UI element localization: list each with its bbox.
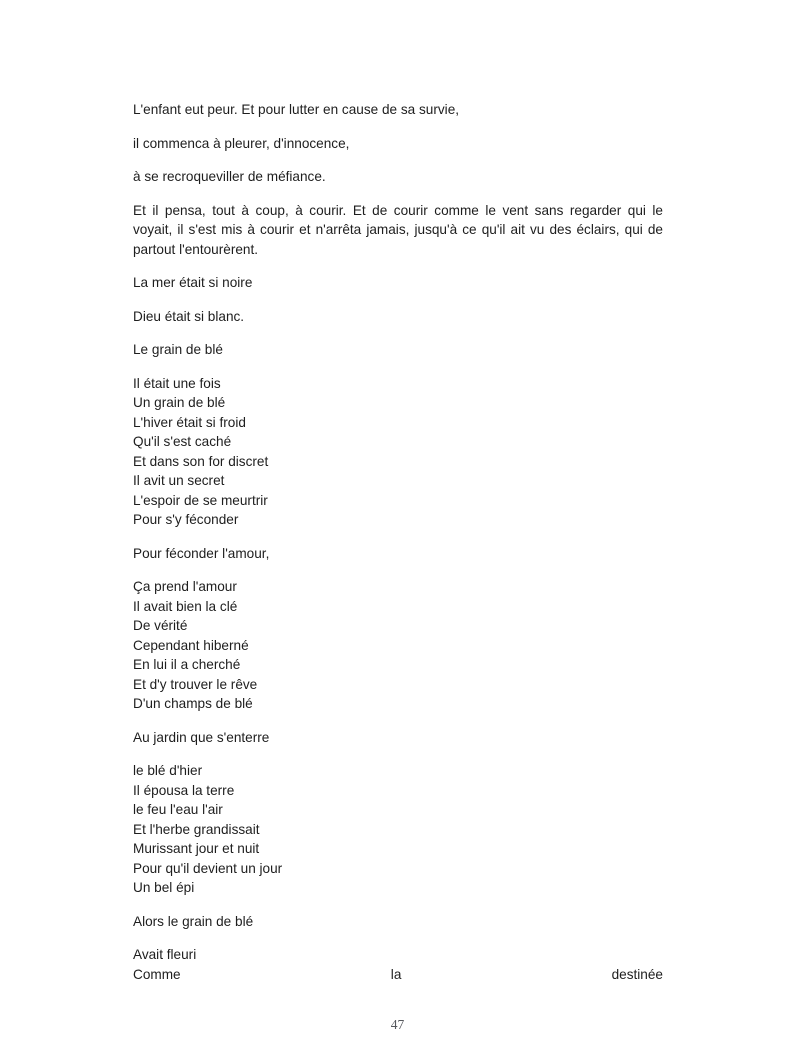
stanza-line: L'espoir de se meurtrir: [133, 492, 268, 508]
stanza-line: De vérité: [133, 618, 188, 633]
paragraph-line: voyait, il s'est mis à courir et n'arrêta jamais, jusqu'à ce qu'il ait vu des éclairs, qui de: [133, 222, 663, 237]
stanza-line: L'hiver était si froid: [133, 414, 246, 430]
stanza-line: Et d'y trouver le rêve: [133, 676, 258, 692]
stanza-line: En lui il a cherché: [133, 657, 241, 672]
closing-stanza: [133, 945, 663, 984]
refrain-1: Pour féconder l'amour,: [133, 545, 270, 561]
stanza-line: le feu l'eau l'air: [133, 802, 223, 817]
intro-line-2: il commenca à pleurer, d'innocence,: [133, 135, 350, 151]
god-line: Dieu était si blanc.: [133, 308, 245, 324]
stanza-3: [133, 761, 663, 898]
spread-word: Comme: [133, 966, 181, 982]
stanza-line: Ça prend l'amour: [133, 579, 237, 594]
stanza-line: Il avit un secret: [133, 473, 225, 488]
poem-title: Le grain de blé: [133, 342, 223, 357]
intro-line-1: L'enfant eut peur. Et pour lutter en cause de sa survie,: [133, 102, 460, 117]
paragraph-line: Et il pensa, tout à coup, à courir. Et de courir comme le vent sans regarder qui le: [133, 202, 663, 218]
stanza-line: Il avait bien la clé: [133, 598, 238, 614]
page-number: 47: [390, 1017, 405, 1032]
stanza-line: Et dans son for discret: [133, 453, 269, 469]
justified-spread-line: [133, 965, 663, 985]
closing-line: Alors le grain de blé: [133, 913, 254, 929]
stanza-line: Avait fleuri: [133, 947, 197, 962]
stanza-line: D'un champs de blé: [133, 696, 253, 711]
stanza-line: Un grain de blé: [133, 395, 226, 410]
stanza-1: [133, 374, 663, 530]
stanza-line: le blé d'hier: [133, 763, 203, 778]
stanza-line: Il épousa la terre: [133, 782, 235, 798]
justified-paragraph: [133, 201, 663, 260]
stanza-line: Et l'herbe grandissait: [133, 821, 260, 837]
page-text-body: [133, 100, 663, 998]
sea-line: La mer était si noire: [133, 275, 253, 290]
spread-word: la: [390, 966, 402, 982]
intro-line-3: à se recroqueviller de méfiance.: [133, 169, 326, 184]
stanza-line: Pour s'y féconder: [133, 512, 239, 527]
stanza-line: Pour qu'il devient un jour: [133, 860, 283, 876]
spread-word: destinée: [611, 966, 663, 982]
paragraph-line: partout l'entourèrent.: [133, 241, 259, 257]
stanza-2: [133, 577, 663, 714]
stanza-line: Il était une fois: [133, 375, 221, 391]
stanza-line: Un bel épi: [133, 880, 195, 895]
stanza-line: Cependant hiberné: [133, 637, 249, 653]
refrain-2: Au jardin que s'enterre: [133, 729, 270, 745]
stanza-line: Qu'il s'est caché: [133, 434, 232, 449]
stanza-line: Murissant jour et nuit: [133, 841, 260, 856]
